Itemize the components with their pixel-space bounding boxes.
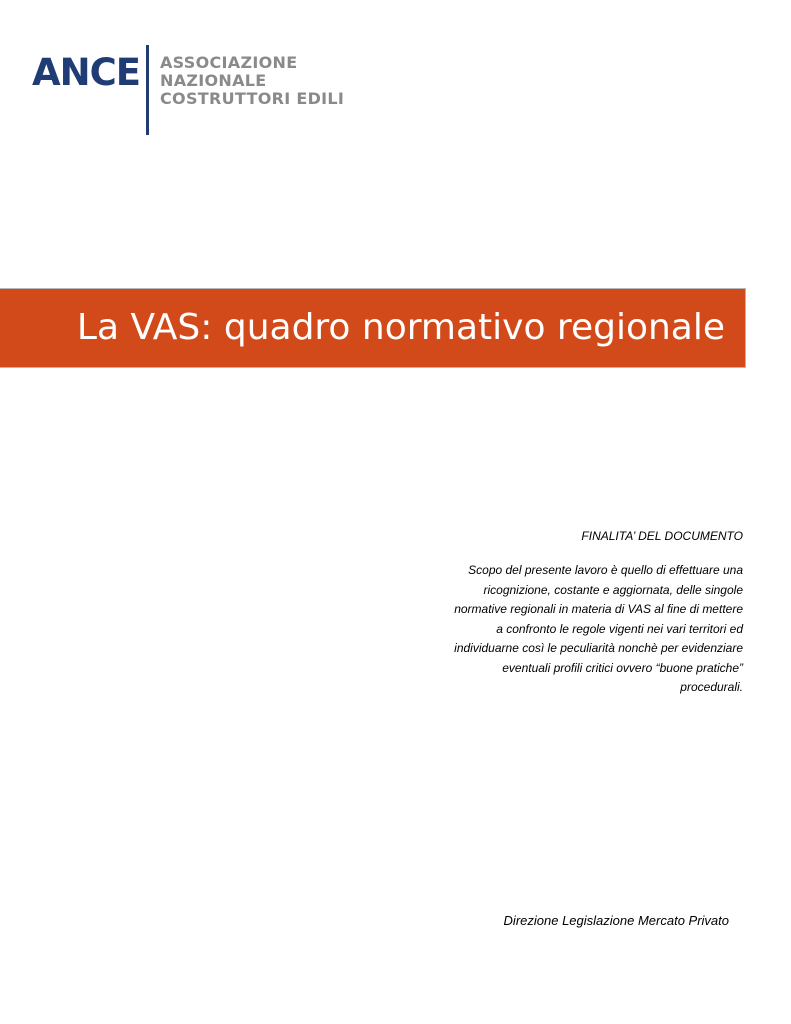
logo-full-name — [160, 54, 392, 108]
purpose-heading: FINALITA’ DEL DOCUMENTO — [581, 529, 743, 543]
purpose-line: procedurali. — [680, 680, 743, 694]
purpose-line: ricognizione, costante e aggiornata, delle singole — [483, 582, 743, 597]
document-title: La VAS: quadro normativo regionale — [76, 307, 725, 348]
logo-line-2: COSTRUTTORI EDILI — [160, 89, 345, 108]
logo-line-1: ASSOCIAZIONE NAZIONALE — [160, 53, 298, 90]
department-footer: Direzione Legislazione Mercato Privato — [503, 913, 729, 928]
purpose-line: normative regionali in materia di VAS al fine di mettere — [454, 602, 743, 616]
purpose-body — [413, 561, 743, 698]
purpose-line: eventuali profili critici ovvero “buone pratiche” — [502, 660, 743, 675]
logo-acronym: ANCE — [32, 51, 141, 94]
logo-divider — [146, 45, 149, 135]
title-band — [0, 288, 746, 368]
ance-logo — [32, 45, 392, 135]
purpose-line: individuarne così le peculiarità nonchè per evidenziare — [454, 641, 743, 655]
purpose-line: a confronto le regole vigenti nei vari territori ed — [496, 621, 743, 636]
purpose-line: Scopo del presente lavoro è quello di effettuare una — [468, 563, 743, 577]
